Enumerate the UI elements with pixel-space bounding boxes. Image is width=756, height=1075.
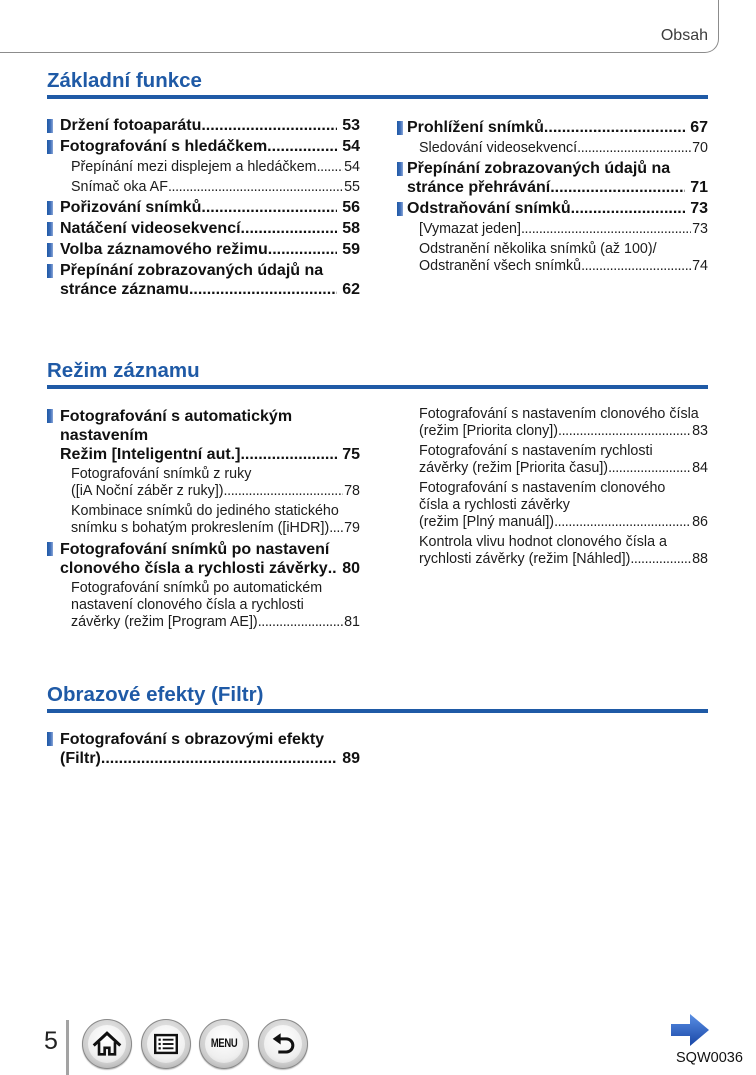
dot-leader: [317, 159, 344, 176]
toc-page-number: 83: [692, 422, 708, 439]
toc-entry-text: Natáčení videosekvencí: [60, 220, 241, 237]
toc-page-number: 70: [692, 139, 708, 156]
dot-leader: [577, 140, 691, 157]
dot-leader: [329, 520, 343, 537]
section-title: Základní funkce: [47, 69, 202, 92]
toc-entry-line: [71, 503, 360, 520]
toc-column-right: [407, 404, 708, 569]
toc-entry-line: [419, 480, 708, 497]
toc-entry-line: [419, 551, 708, 568]
toc-entry-text: Přepínání mezi displejem a hledáčkem: [71, 158, 317, 175]
toc-page-number: 89: [342, 749, 360, 767]
home-button[interactable]: [82, 1019, 132, 1069]
toc-entry[interactable]: [407, 441, 708, 478]
bullet-marker: [47, 264, 53, 278]
toc-entry-text: (režim [Priorita clony]): [419, 422, 559, 439]
toc-entry[interactable]: [60, 218, 360, 239]
toc-page-number: 67: [690, 119, 708, 136]
dot-leader: [521, 221, 691, 238]
toc-entry-text: Fotografování snímků po nastavení: [60, 540, 330, 558]
toc-entry-line: [419, 497, 708, 514]
dot-leader: [224, 483, 344, 500]
toc-entry-line: [419, 443, 708, 460]
toc-entry[interactable]: [60, 539, 360, 579]
dot-leader: [268, 240, 337, 259]
toc-entry-text: Kontrola vlivu hodnot clonového čísla a: [419, 533, 667, 550]
toc-entry-line: [407, 159, 708, 178]
toc-entry-text: čísla a rychlosti závěrky: [419, 496, 570, 513]
toc-entry[interactable]: [60, 239, 360, 260]
toc-entry-line: [419, 241, 708, 258]
bullet-marker: [47, 222, 53, 236]
toc-page-number: 73: [690, 200, 708, 217]
document-code: SQW0036: [676, 1050, 743, 1066]
toc-page-number: 73: [692, 220, 708, 237]
toc-entry-line: [419, 221, 708, 238]
toc-page-number: 74: [692, 257, 708, 274]
dot-leader: [101, 749, 337, 768]
toc-entry-line: [71, 614, 360, 631]
dot-leader: [544, 118, 685, 137]
toc-entry-line: [71, 159, 360, 176]
toc-entry[interactable]: [407, 239, 708, 276]
menu-button[interactable]: [199, 1019, 249, 1069]
toc-entry-line: [407, 199, 708, 218]
section-rule: [47, 95, 708, 99]
toc-page-number: 58: [342, 220, 360, 237]
toc-entry-text: snímku s bohatým prokreslením ([iHDR]): [71, 520, 330, 536]
toc-entry-text: Kombinace snímků do jediného statického: [71, 503, 339, 519]
bullet-marker: [47, 201, 53, 215]
toc-entry-text: [Vymazat jeden]: [419, 220, 521, 237]
next-page-button[interactable]: [671, 1014, 709, 1046]
bullet-marker: [47, 409, 53, 423]
toc-column-left: [60, 406, 360, 633]
toc-entry-line: [60, 240, 360, 259]
toc-page-number: 80: [342, 559, 360, 577]
toc-entry[interactable]: [407, 198, 708, 219]
bullet-marker: [47, 119, 53, 133]
dot-leader: [554, 514, 691, 531]
toc-entry-text: (Filtr): [60, 749, 101, 767]
toc-entry-line: [419, 140, 708, 157]
toc-entry[interactable]: [60, 115, 360, 136]
toc-entry-line: [71, 179, 360, 196]
bullet-marker: [47, 243, 53, 257]
toc-entry-line: [71, 466, 360, 483]
toc-entry[interactable]: [60, 406, 360, 465]
contents-tab-link[interactable]: Obsah: [660, 27, 708, 44]
dot-leader: [571, 199, 686, 218]
toc-entry[interactable]: [60, 157, 360, 177]
toc-entry-text: Fotografování s hledáčkem: [60, 138, 268, 155]
toc-entry-text: Režim [Inteligentní aut.]: [60, 445, 241, 463]
toc-entry-line: [60, 730, 360, 749]
toc-entry-text: Odstranění všech snímků: [419, 257, 582, 274]
bullet-marker: [47, 732, 53, 746]
toc-column-left: [60, 729, 360, 769]
toc-entry-line: [419, 514, 708, 531]
toc-entry-line: [71, 483, 360, 500]
section-title: Režim záznamu: [47, 359, 200, 382]
toc-entry-text: clonového čísla a rychlosti závěrky: [60, 559, 328, 577]
toc-entry-text: Fotografování s nastavením clonového: [419, 479, 666, 496]
toc-entry[interactable]: [407, 478, 708, 532]
contents-list-button[interactable]: [141, 1019, 191, 1069]
toc-entry[interactable]: [60, 136, 360, 157]
toc-entry-text: nastavením: [60, 426, 149, 444]
toc-page-number: 78: [344, 483, 360, 499]
dot-leader: [258, 614, 343, 631]
toc-page-number: 56: [342, 199, 360, 216]
dot-leader: [241, 219, 338, 238]
section-recording-mode: [0, 359, 756, 630]
toc-page-number: 75: [342, 445, 360, 463]
toc-column-left: [60, 115, 360, 300]
footer-divider: [66, 1020, 69, 1075]
toc-entry[interactable]: [60, 729, 360, 769]
dot-leader: [240, 445, 337, 464]
toc-page-number: 86: [692, 513, 708, 530]
toc-entry-line: [60, 116, 360, 135]
toc-entry[interactable]: [407, 219, 708, 239]
toc-entry-text: Pořizování snímků: [60, 199, 202, 216]
section-rule: [47, 709, 708, 713]
toc-entry[interactable]: [60, 197, 360, 218]
toc-entry-line: [60, 198, 360, 217]
toc-entry[interactable]: [407, 138, 708, 158]
toc-entry-text: Fotografování snímků z ruky: [71, 466, 252, 482]
menu-label: MENU: [210, 1038, 238, 1050]
toc-page-number: 84: [692, 459, 708, 476]
toc-entry-text: (režim [Plný manuál]): [419, 513, 555, 530]
toc-entry[interactable]: [60, 465, 360, 502]
bullet-marker: [47, 140, 53, 154]
toc-entry-text: rychlosti závěrky (režim [Náhled]): [419, 550, 631, 567]
toc-entry[interactable]: [407, 532, 708, 569]
section-title: Obrazové efekty (Filtr): [47, 683, 264, 706]
toc-entry-text: Přepínání zobrazovaných údajů na: [407, 160, 671, 177]
section-rule: [47, 385, 708, 389]
toc-entry-text: Odstranění několika snímků (až 100)/: [419, 240, 657, 257]
toc-entry-line: [419, 406, 708, 423]
toc-entry-text: Snímač oka AF: [71, 178, 168, 195]
dot-leader: [189, 280, 337, 299]
toc-page-number: 79: [344, 520, 360, 536]
toc-entry-line: [60, 445, 360, 464]
dot-leader: [581, 258, 691, 275]
toc-page-number: 71: [690, 179, 708, 196]
dot-leader: [328, 559, 338, 578]
toc-entry-line: [60, 280, 360, 299]
toc-entry-line: [60, 749, 360, 768]
arrow-right-icon: [671, 1014, 709, 1046]
toc-entry-text: závěrky (režim [Program AE]): [71, 614, 258, 630]
toc-entry-line: [71, 597, 360, 614]
dot-leader: [630, 551, 691, 568]
toc-entry-text: Prohlížení snímků: [407, 119, 544, 136]
dot-leader: [201, 198, 337, 217]
toc-entry-line: [60, 137, 360, 156]
toc-page-number: 53: [342, 117, 360, 134]
toc-entry-line: [71, 580, 360, 597]
toc-entry-text: Fotografování s nastavením clonového čísla: [419, 405, 699, 422]
dot-leader: [550, 178, 685, 197]
toc-entry-text: Fotografování snímků po automatickém: [71, 580, 323, 596]
dot-leader: [267, 137, 337, 156]
toc-entry-line: [419, 423, 708, 440]
toc-entry-line: [60, 559, 360, 578]
toc-entry-line: [407, 178, 708, 197]
toc-entry-line: [60, 540, 360, 559]
toc-entry-text: Sledování videosekvencí: [419, 139, 578, 156]
toc-entry-text: stránce záznamu: [60, 281, 189, 298]
toc-entry[interactable]: [60, 260, 360, 300]
toc-page-number: 54: [342, 138, 360, 155]
dot-leader: [201, 116, 337, 135]
bullet-marker: [397, 121, 403, 135]
toc-entry-text: Odstraňování snímků: [407, 200, 571, 217]
toc-entry-text: Fotografování s obrazovými efekty: [60, 730, 325, 748]
bullet-marker: [47, 542, 53, 556]
toc-entry[interactable]: [407, 117, 708, 138]
toc-entry-text: Přepínání zobrazovaných údajů na: [60, 262, 324, 279]
toc-entry-line: [419, 534, 708, 551]
list-icon: [147, 1025, 185, 1063]
toc-column-right: [407, 117, 708, 276]
back-button[interactable]: [258, 1019, 308, 1069]
toc-entry[interactable]: [407, 404, 708, 441]
toc-page-number: 54: [344, 158, 360, 175]
toc-entry[interactable]: [60, 177, 360, 197]
toc-page-number: 55: [344, 178, 360, 195]
toc-entry[interactable]: [60, 502, 360, 539]
toc-entry-line: [60, 426, 360, 445]
toc-page-number: 59: [342, 241, 360, 258]
toc-entry-text: stránce přehrávání: [407, 179, 551, 196]
toc-entry-text: ([iA Noční záběr z ruky]): [71, 483, 224, 499]
toc-entry-line: [419, 258, 708, 275]
toc-entry-line: [407, 118, 708, 137]
toc-entry-text: Držení fotoaparátu: [60, 117, 202, 134]
toc-entry-line: [419, 460, 708, 477]
section-image-effects: [0, 683, 756, 767]
toc-entry-line: [60, 261, 360, 280]
bullet-marker: [397, 202, 403, 216]
toc-entry-text: nastavení clonového čísla a rychlosti: [71, 597, 304, 613]
toc-entry-line: [71, 520, 360, 537]
section-basic-functions: [0, 69, 756, 298]
menu-icon: [205, 1025, 243, 1063]
dot-leader: [558, 423, 691, 440]
back-icon: [264, 1025, 302, 1063]
toc-page-number: 81: [344, 614, 360, 630]
dot-leader: [608, 460, 691, 477]
toc-entry-text: závěrky (režim [Priorita času]): [419, 459, 609, 476]
toc-entry-line: [60, 219, 360, 238]
toc-entry-text: Volba záznamového režimu: [60, 241, 268, 258]
home-icon: [88, 1025, 126, 1063]
bullet-marker: [397, 162, 403, 176]
toc-entry[interactable]: [407, 158, 708, 198]
toc-entry-text: Fotografování s nastavením rychlosti: [419, 442, 653, 459]
header-tab-frame: [0, 0, 719, 53]
dot-leader: [168, 179, 343, 196]
toc-entry-line: [60, 407, 360, 426]
toc-page-number: 88: [692, 550, 708, 567]
toc-page-number: 62: [342, 281, 360, 298]
toc-entry-text: Fotografování s automatickým: [60, 407, 293, 425]
toc-entry[interactable]: [60, 579, 360, 633]
page-number: 5: [44, 1027, 58, 1055]
